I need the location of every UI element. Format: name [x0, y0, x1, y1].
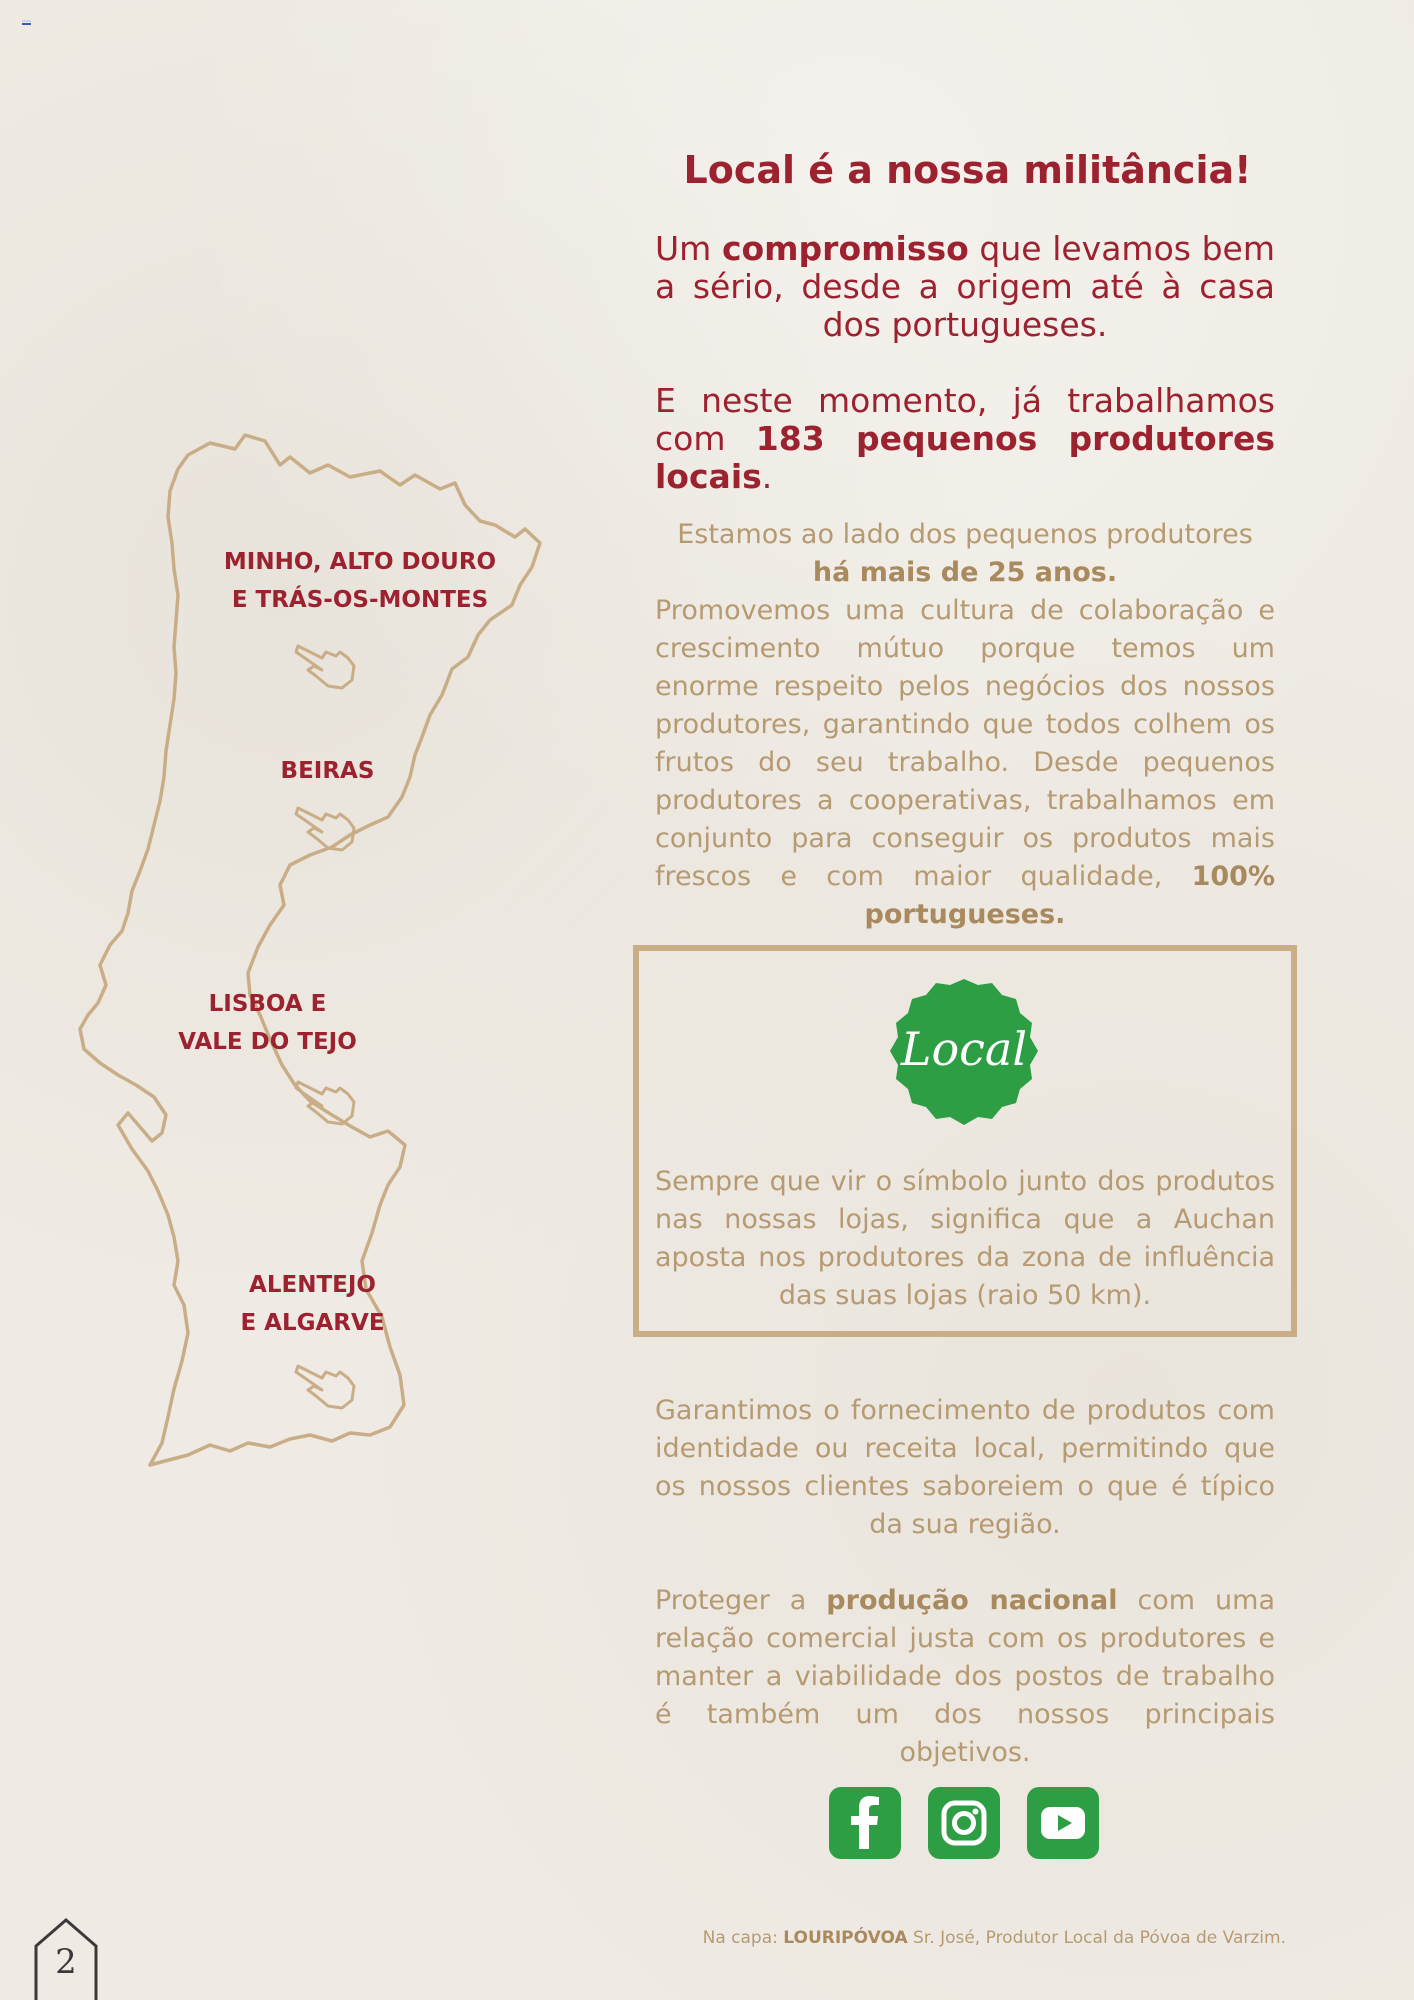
- intro-block: [655, 516, 1275, 934]
- intro-line-2: há mais de 25 anos.: [812, 557, 1118, 588]
- protect-text: Proteger a produção nacional com uma relação comercial justa com os produtores e manter a viabilidade dos postos de trabalho é também um dos nossos principais objetivos.: [655, 1585, 1275, 1768]
- region-label-alentejo: ALENTEJO E ALGARVE: [240, 1272, 385, 1336]
- guarantee-text: Garantimos o fornecimento de produtos com identidade ou receita local, permitindo que os nossos clientes saboreiem o que é típico da sua região.: [655, 1395, 1275, 1540]
- facebook-button[interactable]: [829, 1787, 901, 1859]
- youtube-button[interactable]: [1027, 1787, 1099, 1859]
- pointing-hand-icon[interactable]: [292, 798, 362, 854]
- svg-text:Local: Local: [900, 1022, 1028, 1076]
- intro-paragraph: Promovemos uma cultura de colaboração e crescimento mútuo porque temos um enorme respeito pelos negócios dos nossos produtores, garantindo que todos colhem os frutos do seu trabalho. Desde pequenos produtores a cooperativas, trabalhamos em conjunto para conseguir os produtos mais frescos e com maior qualidade, 100% portugueses.: [655, 595, 1275, 930]
- cover-caption: Na capa: LOURIPÓVOA Sr. José, Produtor Local da Póvoa de Varzim.: [702, 1928, 1286, 1948]
- pointing-hand-icon[interactable]: [292, 636, 362, 692]
- page-title: Local é a nossa militância!: [683, 148, 1252, 192]
- region-label-beiras: BEIRAS: [280, 758, 375, 784]
- commitment-text: Um compromisso que levamos bem a sério, desde a origem até à casa dos portugueses.: [655, 229, 1275, 344]
- youtube-icon: [1027, 1787, 1099, 1859]
- instagram-button[interactable]: [928, 1787, 1000, 1859]
- local-seal-icon: [888, 975, 1040, 1127]
- local-symbol-text: Sempre que vir o símbolo junto dos produtos nas nossas lojas, significa que a Auchan aposta nos produtores da zona de influência das suas lojas (raio 50 km).: [655, 1166, 1275, 1311]
- intro-line-1: Estamos ao lado dos pequenos produtores: [677, 519, 1253, 550]
- region-label-lisboa: LISBOA E VALE DO TEJO: [178, 991, 357, 1055]
- instagram-icon: [928, 1787, 1000, 1859]
- producers-text: E neste momento, já trabalhamos com 183 pequenos produtores locais.: [655, 381, 1275, 496]
- facebook-icon: [829, 1787, 901, 1859]
- pointing-hand-icon[interactable]: [292, 1356, 362, 1412]
- corner-flag-icon: [22, 20, 31, 27]
- region-label-north: MINHO, ALTO DOURO E TRÁS-OS-MONTES: [223, 549, 497, 613]
- page-number: 2: [55, 1942, 77, 1982]
- pointing-hand-icon[interactable]: [292, 1072, 362, 1128]
